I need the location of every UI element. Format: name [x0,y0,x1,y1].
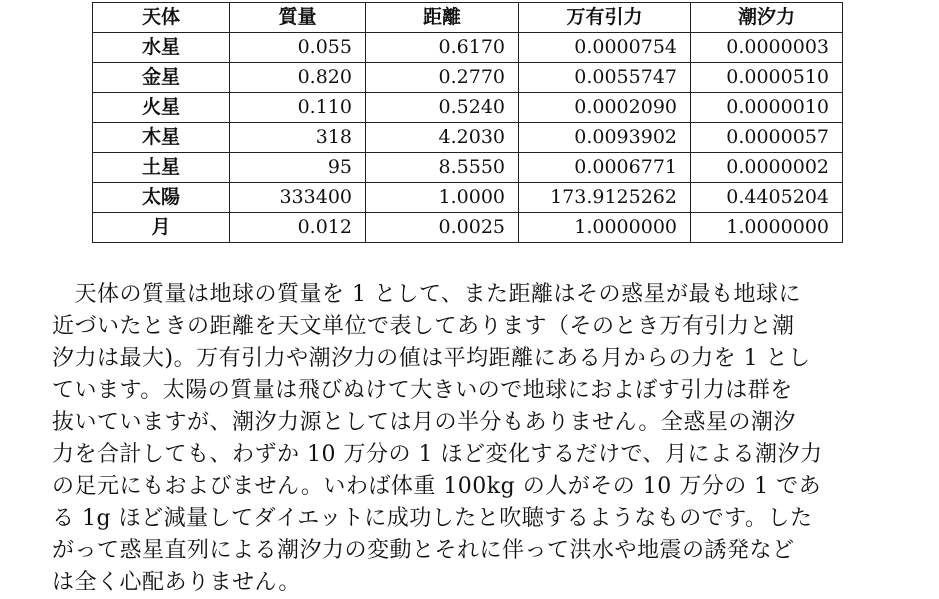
cell-distance: 8.5550 [366,153,519,183]
cell-distance: 0.2770 [366,63,519,93]
cell-mass: 0.110 [230,93,366,123]
paragraph-line: る 1g ほど減量してダイエットに成功したと吹聴するようなものです。した [52,506,813,531]
table-row [93,183,843,213]
cell-name: 金星 [93,63,230,93]
cell-name: 月 [93,213,230,243]
paragraph-line: ています。太陽の質量は飛びぬけて大きいので地球におよぼす引力は群を [52,378,793,403]
cell-name: 土星 [93,153,230,183]
table-row [93,63,843,93]
cell-name: 水星 [93,33,230,63]
cell-gravity: 0.0002090 [519,93,691,123]
cell-distance: 1.0000 [366,183,519,213]
cell-gravity: 0.0093902 [519,123,691,153]
cell-tidal: 0.0000510 [691,63,843,93]
paragraph-line: 天体の質量は地球の質量を 1 として、また距離はその惑星が最も地球に [52,282,802,307]
paragraph-line: の足元にもおよびません。いわば体重 100kg の人がその 10 万分の 1 であ [52,474,822,499]
cell-tidal: 0.4405204 [691,183,843,213]
cell-gravity: 0.0006771 [519,153,691,183]
cell-distance: 0.0025 [366,213,519,243]
cell-gravity: 0.0055747 [519,63,691,93]
cell-tidal: 1.0000000 [691,213,843,243]
table-row [93,123,843,153]
cell-tidal: 0.0000002 [691,153,843,183]
cell-mass: 333400 [230,183,366,213]
cell-distance: 0.5240 [366,93,519,123]
header-gravity: 万有引力 [519,3,691,33]
paragraph-line: 汐力は最大)。万有引力や潮汐力の値は平均距離にある月からの力を 1 とし [52,346,811,371]
table-row [93,33,843,63]
cell-gravity: 1.0000000 [519,213,691,243]
cell-mass: 0.055 [230,33,366,63]
paragraph-line: 抜いていますが、潮汐力源としては月の半分もありません。全惑星の潮汐 [52,410,796,435]
planet-tidal-table [92,2,843,243]
cell-mass: 0.012 [230,213,366,243]
header-body: 天体 [93,3,230,33]
explanation-paragraph [52,279,892,599]
paragraph-line: がって惑星直列による潮汐力の変動とそれに伴って洪水や地震の誘発など [52,538,795,563]
header-distance: 距離 [366,3,519,33]
paragraph-line: 近づいたときの距離を天文単位で表してあります（そのとき万有引力と潮 [52,314,795,339]
cell-distance: 4.2030 [366,123,519,153]
cell-mass: 95 [230,153,366,183]
table-row [93,93,843,123]
cell-mass: 318 [230,123,366,153]
cell-name: 火星 [93,93,230,123]
cell-distance: 0.6170 [366,33,519,63]
table-header-row [93,3,843,33]
paragraph-line: は全く心配ありません。 [52,570,301,595]
header-tidal: 潮汐力 [691,3,843,33]
cell-mass: 0.820 [230,63,366,93]
cell-gravity: 0.0000754 [519,33,691,63]
cell-name: 太陽 [93,183,230,213]
table-row [93,153,843,183]
table-row [93,213,843,243]
cell-tidal: 0.0000010 [691,93,843,123]
cell-name: 木星 [93,123,230,153]
cell-gravity: 173.9125262 [519,183,691,213]
paragraph-line: 力を合計しても、わずか 10 万分の 1 ほど変化するだけで、月による潮汐力 [52,442,823,467]
header-mass: 質量 [230,3,366,33]
cell-tidal: 0.0000003 [691,33,843,63]
cell-tidal: 0.0000057 [691,123,843,153]
